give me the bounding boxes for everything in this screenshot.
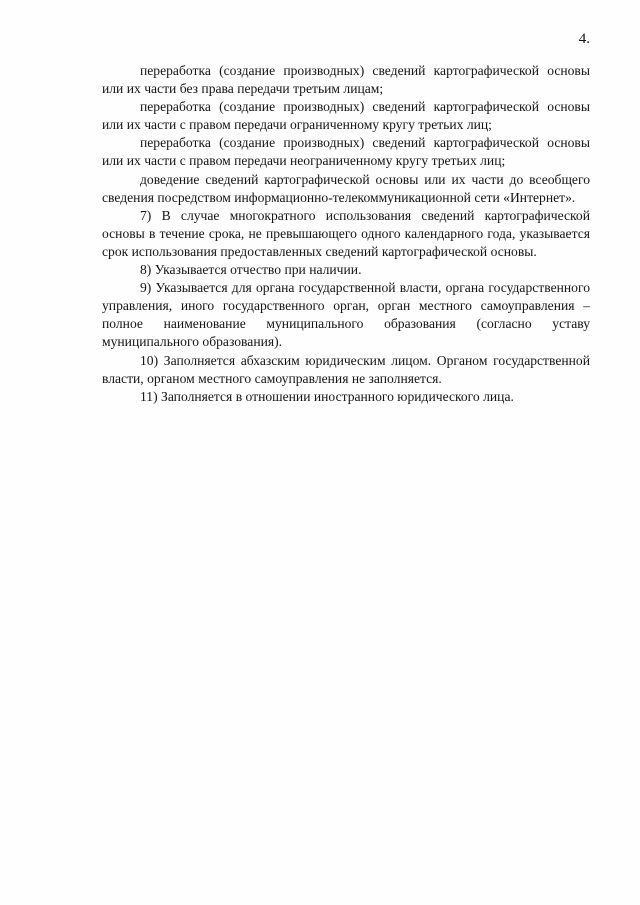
paragraph-usage-4: доведение сведений картографической основы или их части до всеобщего сведения посредством информационно-телекоммуникационной сети «Интернет». (102, 171, 590, 205)
paragraph-usage-3: переработка (создание производных) сведений картографической основы или их части с правом передачи неограниченному кругу третьих лиц; (102, 135, 590, 169)
footnote-7: 7) В случае многократного использования сведений картографической основы в течение срока, не превышающего одного календарного года, указывается срок использования предоставленных сведений картографической основы. (102, 207, 590, 259)
footnote-11: 11) Заполняется в отношении иностранного юридического лица. (140, 388, 514, 404)
footnote-8: 8) Указывается отчество при наличии. (140, 262, 362, 278)
footnote-9: 9) Указывается для органа государственной власти, органа государственного управления, иного государственного орган, орган местного самоуправления – полное наименование муниципального образования (согласно уставу муниципального образования). (102, 280, 590, 350)
paragraph-usage-2: переработка (создание производных) сведений картографической основы или их части с правом передачи ограниченному кругу третьих лиц; (102, 99, 590, 133)
document-body (102, 62, 590, 406)
footnote-10: 10) Заполняется абхазским юридическим лицом. Органом государственной власти, органом местного самоуправления не заполняется. (102, 352, 590, 386)
paragraph-usage-1: переработка (создание производных) сведений картографической основы или их части без права передачи третьим лицам; (102, 63, 590, 97)
page-number: 4. (578, 31, 590, 47)
